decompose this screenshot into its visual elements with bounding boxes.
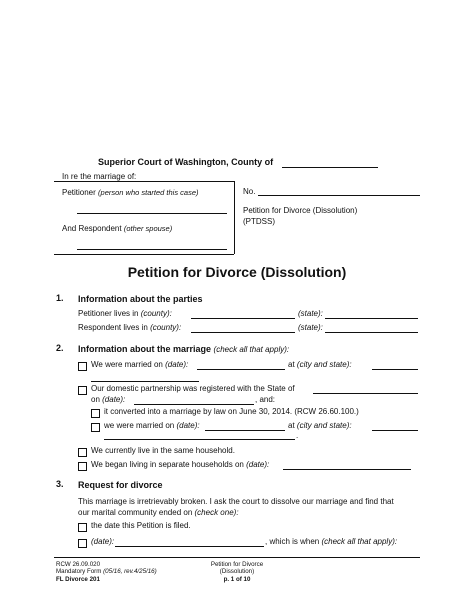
section-3-title: Request for divorce [78,480,163,490]
county-label: (county): [150,323,182,332]
divorce-request-line-1: This marriage is irretrievably broken. I ask the court to dissolve our marriage and find that [78,497,394,506]
at-city-state-row-2 [288,421,352,430]
period: . [296,431,299,440]
marriage-of-label: In re the marriage of: [62,172,137,181]
married-on-2-checkbox[interactable] [91,423,100,432]
document-code: (PTDSS) [243,217,275,226]
court-heading: Superior Court of Washington, County of [98,157,274,167]
on-label: on [91,395,100,404]
respondent-lives-row [78,323,181,332]
state-label: (state): [298,309,323,318]
respondent-state-field[interactable] [325,332,418,333]
married-on-row [91,360,188,369]
respondent-note: (other spouse) [123,224,173,233]
case-no-label: No. [243,187,256,196]
date-label: (date): [102,395,126,404]
footer-left [56,561,157,583]
footer-rule [54,557,420,558]
specific-date-checkbox[interactable] [78,539,87,548]
petitioner-name-field[interactable] [77,213,227,214]
caption-top-rule [54,181,234,182]
county-blank[interactable] [282,167,378,168]
respondent-label-row [62,224,172,233]
section-1-number: 1. [56,293,64,303]
section-2-note: (check all that apply): [213,345,290,354]
partnership-checkbox[interactable] [78,386,87,395]
caption-bottom-rule [54,254,234,255]
married-on-label: We were married on [91,360,163,369]
separation-date-field[interactable] [283,469,411,470]
petitioner-lives-row [78,309,172,318]
document-name: Petition for Divorce (Dissolution) [243,206,358,215]
filed-date-checkbox[interactable] [78,523,87,532]
which-is-row [265,537,397,546]
caption-divider [234,181,235,254]
marriage-date-field[interactable] [197,369,285,370]
page-title: Petition for Divorce (Dissolution) [127,264,347,280]
at-label: at [288,360,295,369]
footer-form-id: FL Divorce 201 [56,575,100,583]
at-city-state-row [288,360,352,369]
check-all-note: (check all that apply): [321,537,398,546]
divorce-request-line-2 [78,508,239,517]
footer-center [193,561,281,583]
partnership-date-field[interactable] [134,404,254,405]
section-2-title: Information about the marriage [78,344,212,354]
respondent-lives-label: Respondent lives in [78,323,148,332]
marriage-city-state-2-field[interactable] [372,430,418,431]
partnership-date-row [91,395,125,404]
same-household-checkbox[interactable] [78,448,87,457]
converted-label: it converted into a marriage by law on June 30, 2014. (RCW 26.60.100.) [104,407,359,416]
community-end-date-field[interactable] [115,546,264,547]
footer-mandatory: Mandatory Form (05/16, rev.4/25/16) [56,568,157,576]
respondent-county-field[interactable] [191,332,295,333]
at-label: at [288,421,295,430]
petitioner-county-field[interactable] [191,318,295,319]
married-on-2-row [104,421,200,430]
partnership-state-field[interactable] [313,393,418,394]
which-is-label: , which is when [265,537,320,546]
petitioner-state-field[interactable] [325,318,418,319]
section-2-title-row [78,344,289,354]
respondent-label: And Respondent [62,224,122,233]
converted-checkbox[interactable] [91,409,100,418]
footer-doc-sub: (Dissolution) [219,568,255,576]
married-on-checkbox[interactable] [78,362,87,371]
marriage-date-2-field[interactable] [205,430,285,431]
date-label: (date): [165,360,189,369]
separate-households-label: We began living in separate households on [91,460,244,469]
county-label: (county): [140,309,172,318]
petitioner-note: (person who started this case) [98,188,199,197]
date-label: (date): [176,421,200,430]
city-state-label: (city and state): [296,360,352,369]
and-label: , and: [255,395,276,404]
filed-date-label: the date this Petition is filed. [91,521,191,530]
petitioner-label: Petitioner [62,188,96,197]
state-label: (state): [298,323,323,332]
marriage-city-state-field-line2[interactable] [91,381,199,382]
petitioner-lives-label: Petitioner lives in [78,309,139,318]
marriage-city-state-field[interactable] [372,369,418,370]
partnership-label: Our domestic partnership was registered with the State of [91,384,295,393]
petitioner-label-row [62,188,199,197]
separate-households-row [91,460,269,469]
check-one-note: (check one): [194,508,239,517]
marriage-city-state-2-field-line2[interactable] [104,439,295,440]
respondent-name-field[interactable] [77,249,227,250]
footer-rcw: RCW 26.09.020 [56,561,101,568]
date-label: (date): [246,460,270,469]
same-household-label: We currently live in the same household. [91,446,235,455]
community-ended-label: our marital community ended on [78,508,193,517]
section-3-number: 3. [56,479,64,489]
section-1-title: Information about the parties [78,294,203,304]
separate-households-checkbox[interactable] [78,462,87,471]
footer-page-number: p. 1 of 10 [223,575,251,583]
specific-date-label: (date): [91,537,115,546]
section-2-number: 2. [56,343,64,353]
case-number-field[interactable] [258,195,420,196]
married-on-2-label: we were married on [104,421,175,430]
footer-doc-name: Petition for Divorce [210,561,264,568]
city-state-label: (city and state): [296,421,352,430]
